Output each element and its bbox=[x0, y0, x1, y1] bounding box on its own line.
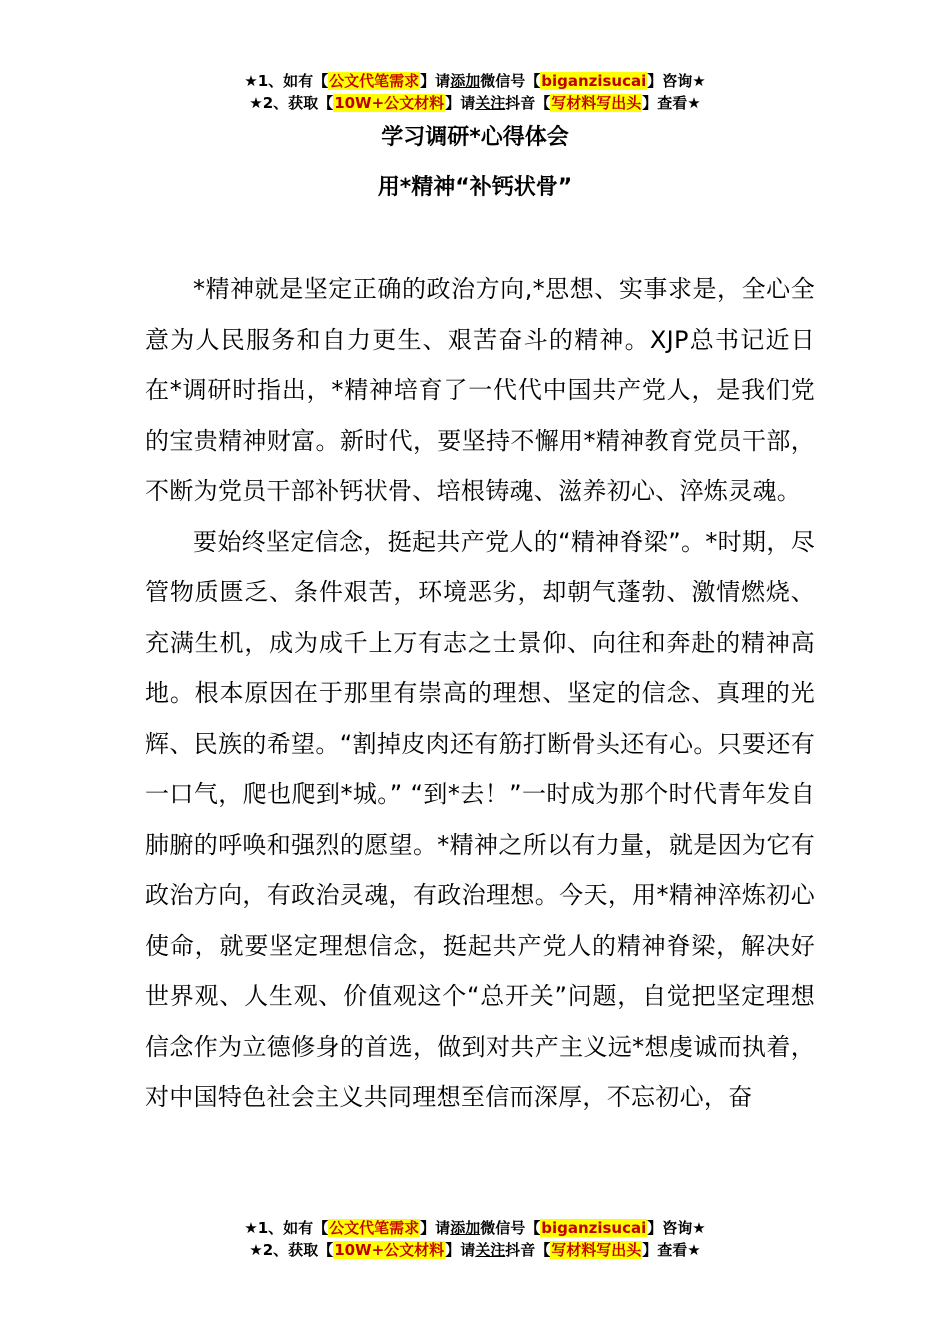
banner-underline: 关注 bbox=[475, 94, 506, 112]
banner-highlight: 写材料写出头 bbox=[551, 1241, 642, 1259]
footer-banner bbox=[0, 1217, 950, 1261]
banner-line-1 bbox=[0, 70, 950, 92]
banner-text: ★1、如有【 bbox=[244, 1219, 329, 1237]
header-banner bbox=[0, 70, 950, 114]
paragraph-2: 要始终坚定信念，挺起共产党人的“精神脊梁”。*时期，尽管物质匮乏、条件艰苦，环境恶劣，却朝气蓬勃、激情燃烧、充满生机，成为成千上万有志之士景仰、向往和奔赴的精神高地。根本原因在于那里有崇高的理想、坚定的信念、真理的光辉、民族的希望。“割掉皮肉还有筋打断骨头还有心。只要还有一口气，爬也爬到*城。” “到*去！”一时成为那个时代青年发自肺腑的呼唤和强烈的愿望。*精神之所以有力量，就是因为它有政治方向，有政治灵魂，有政治理想。今天，用*精神淬炼初心使命，就要坚定理想信念，挺起共产党人的精神脊梁，解决好世界观、人生观、价值观这个“总开关”问题，自觉把坚定理想信念作为立德修身的首选，做到对共产主义远*想虔诚而执着，对中国特色社会主义共同理想至信而深厚，不忘初心，奋 bbox=[145, 527, 815, 1111]
banner-highlight: 写材料写出头 bbox=[551, 94, 642, 112]
banner-text: ★2、获取【 bbox=[249, 94, 334, 112]
banner-text: 】查看★ bbox=[642, 94, 701, 112]
banner-underline: 关注 bbox=[475, 1241, 506, 1259]
banner-underline: 添加 bbox=[450, 72, 481, 90]
banner-text: ★2、获取【 bbox=[249, 1241, 334, 1259]
banner-text: 】查看★ bbox=[642, 1241, 701, 1259]
banner-highlight: biganzisucai bbox=[541, 1219, 647, 1237]
banner-text: 】咨询★ bbox=[647, 72, 706, 90]
banner-line-1 bbox=[0, 1217, 950, 1239]
banner-text: 】请 bbox=[445, 94, 476, 112]
banner-text: 】咨询★ bbox=[647, 1219, 706, 1237]
banner-highlight: biganzisucai bbox=[541, 72, 647, 90]
banner-text: 】请 bbox=[420, 1219, 451, 1237]
banner-text: 抖音【 bbox=[505, 1241, 551, 1259]
banner-highlight: 10W+公文材料 bbox=[334, 94, 445, 112]
banner-line-2 bbox=[0, 1239, 950, 1261]
banner-line-2 bbox=[0, 92, 950, 114]
paragraph-1: *精神就是坚定正确的政治方向,*思想、实事求是，全心全意为人民服务和自力更生、艰苦奋斗的精神。XJP总书记近日在*调研时指出，*精神培育了一代代中国共产党人，是我们党的宝贵精神财富。新时代，要坚持不懈用*精神教育党员干部，不断为党员干部补钙状骨、培根铸魂、滋养初心、淬炼灵魂。 bbox=[145, 275, 815, 505]
banner-text: ★1、如有【 bbox=[244, 72, 329, 90]
banner-underline: 添加 bbox=[450, 1219, 481, 1237]
banner-text: 微信号【 bbox=[480, 72, 541, 90]
banner-highlight: 公文代笔需求 bbox=[329, 72, 420, 90]
banner-text: 】请 bbox=[445, 1241, 476, 1259]
banner-highlight: 10W+公文材料 bbox=[334, 1241, 445, 1259]
document-body bbox=[145, 264, 815, 1123]
banner-text: 微信号【 bbox=[480, 1219, 541, 1237]
banner-text: 抖音【 bbox=[505, 94, 551, 112]
banner-text: 】请 bbox=[420, 72, 451, 90]
document-title: 学习调研*心得体会 bbox=[381, 125, 569, 150]
document-subtitle: 用*精神“补钙状骨” bbox=[377, 175, 573, 200]
banner-highlight: 公文代笔需求 bbox=[329, 1219, 420, 1237]
